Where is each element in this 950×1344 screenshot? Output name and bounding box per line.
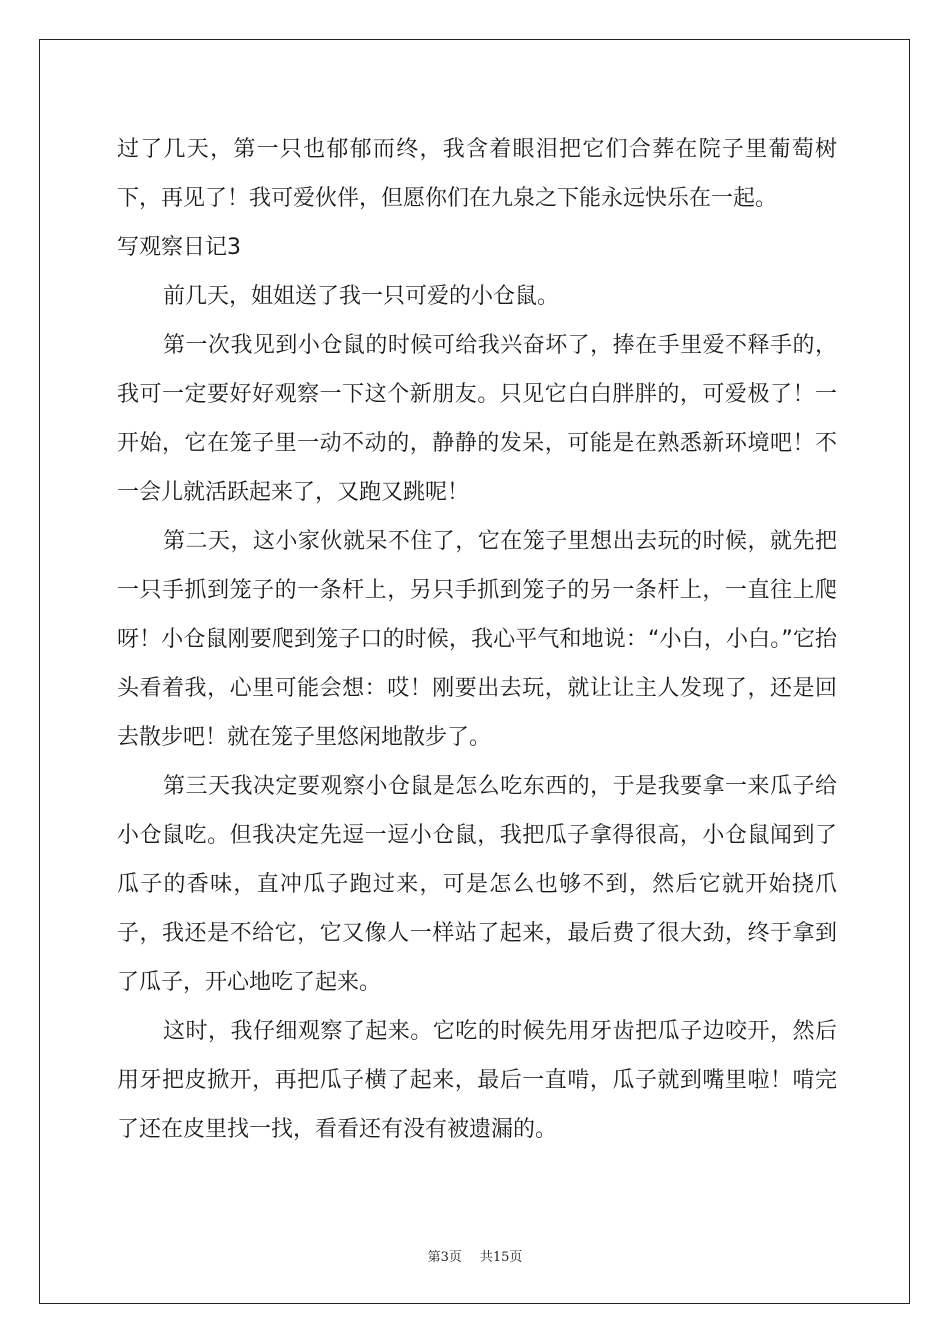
page-footer [0,1246,950,1265]
section-heading: 写观察日记3 [117,235,241,260]
page-total: 共15页 [479,1250,523,1265]
paragraph-intro: 前几天，姐姐送了我一只可爱的小仓鼠。 [163,284,560,309]
paragraph-day-two: 第二天，这小家伙就呆不住了，它在笼子里想出去玩的时候，就先把一只手抓到笼子的一条杆上，另只手抓到笼子的另一条杆上，一直往上爬呀！小仓鼠刚要爬到笼子口的时候，我心平气和地说：“小白，小白。”它抬头看着我，心里可能会想：哎！刚要出去玩，就让让主人发现了，还是回去散步吧！就在笼子里悠闲地散步了。 [117,529,837,750]
document-body [117,125,837,1154]
paragraph-continuation: 过了几天，第一只也郁郁而终，我含着眼泪把它们合葬在院子里葡萄树下，再见了！我可爱伙伴，但愿你们在九泉之下能永远快乐在一起。 [117,137,837,211]
paragraph-day-one: 第一次我见到小仓鼠的时候可给我兴奋坏了，捧在手里爱不释手的，我可一定要好好观察一下这个新朋友。只见它白白胖胖的，可爱极了！一开始，它在笼子里一动不动的，静静的发呆，可能是在熟悉新环境吧！不一会儿就活跃起来了，又跑又跳呢！ [117,333,837,505]
paragraph-day-three: 第三天我决定要观察小仓鼠是怎么吃东西的，于是我要拿一来瓜子给小仓鼠吃。但我决定先逗一逗小仓鼠，我把瓜子拿得很高，小仓鼠闻到了瓜子的香味，直冲瓜子跑过来，可是怎么也够不到，然后它就开始挠爪子，我还是不给它，它又像人一样站了起来，最后费了很大劲，终于拿到了瓜子，开心地吃了起来。 [117,774,837,995]
paragraph-observation: 这时，我仔细观察了起来。它吃的时候先用牙齿把瓜子边咬开，然后用牙把皮掀开，再把瓜子横了起来，最后一直啃，瓜子就到嘴里啦！啃完了还在皮里找一找，看看还有没有被遗漏的。 [117,1019,837,1142]
page-number: 第3页 [427,1250,462,1265]
